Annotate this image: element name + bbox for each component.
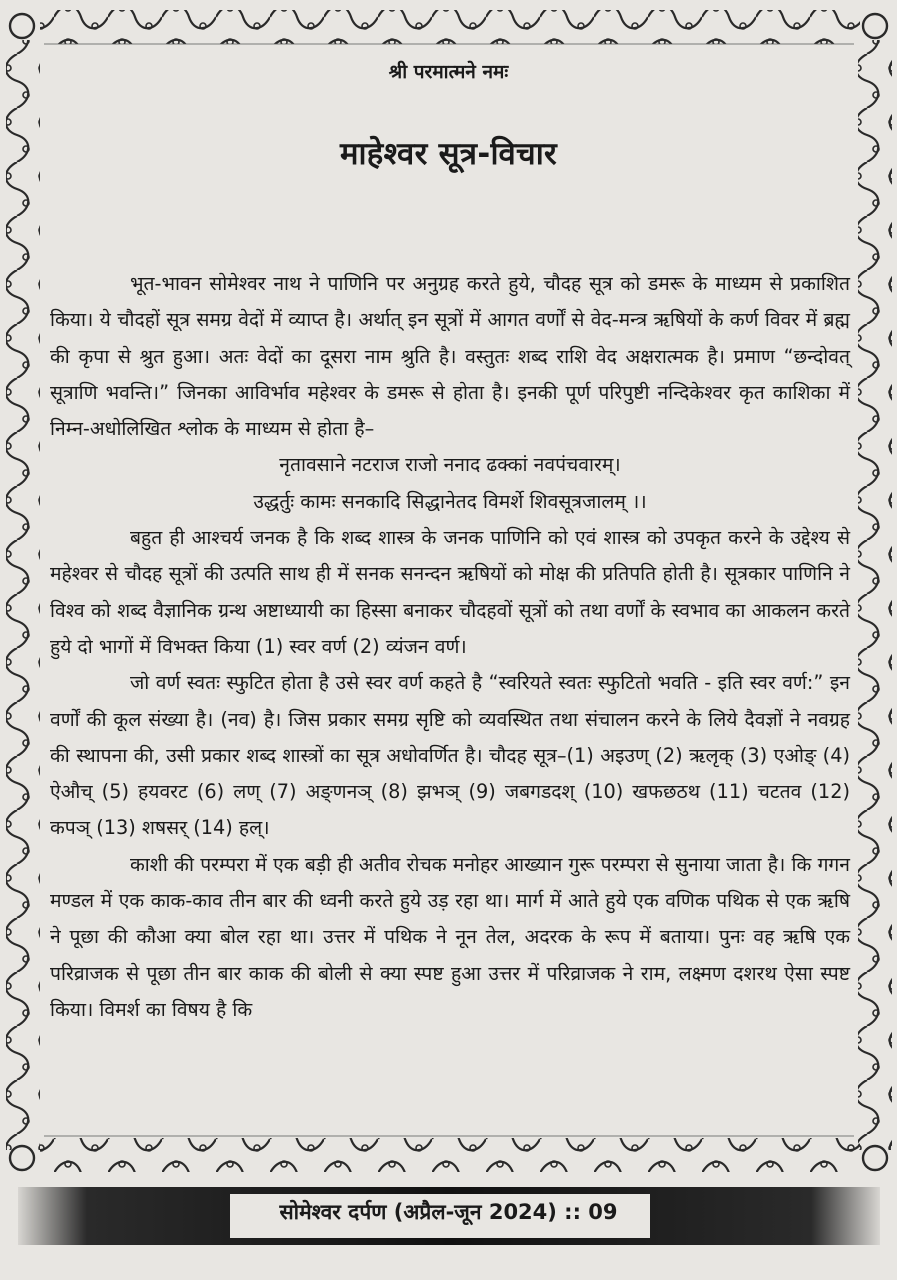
verse-line-2: उद्धर्तुः कामः सनकादि सिद्धानेतद विमर्शे शिवसूत्रजालम् ।। (253, 489, 647, 513)
paragraph-3: जो वर्ण स्वतः स्फुटित होता है उसे स्वर वर्ण कहते है “स्वरियते स्वतः स्फुटितो भवति - इति स्वर वर्ण:” इन वर्णों की कूल संख्या है। (नव) है। जिस प्रकार समग्र सृष्टि को व्यवस्थित तथा संचालन करने के लिये दैवज्ञों ने नवग्रह की स्थापना की, उसी प्रकार शब्द शास्त्रों का सूत्र अधोवर्णित है। चौदह सूत्र–(1) अइउण् (2) ऋलृक् (3) एओङ् (4) ऐऔच् (5) हयवरट (6) लण् (7) अङ्णनञ् (8) झभञ् (9) जबगडदश् (10) खफछठथ (11) चटतव (12) कपञ् (13) शषसर् (14) हल्। (50, 671, 850, 840)
article-body (50, 266, 850, 1028)
paragraph-1: भूत-भावन सोमेश्वर नाथ ने पाणिनि पर अनुग्रह करते हुये, चौदह सूत्र को डमरू के माध्यम से प्रकाशित किया। ये चौदहों सूत्र समग्र वेदों में व्याप्त है। अर्थात् इन सूत्रों में आगत वर्णों से वेद-मन्त्र ऋषियों के कर्ण विवर में ब्रह्म की कृपा से श्रुत हुआ। अतः वेदों का दूसरा नाम श्रुति है। वस्तुतः शब्द राशि वेद अक्षरात्मक है। प्रमाण “छन्दोवत् सूत्राणि भवन्ति।” जिनका आविर्भाव महेश्वर के डमरू से होता है। इनकी पूर्ण परिपुष्टी नन्दिकेश्वर कृत काशिका में निम्न-अधोलिखित श्लोक के माध्यम से होता है– (50, 272, 850, 441)
invocation-header: श्री परमात्मने नमः (388, 61, 509, 83)
verse-line-1: नृतावसाने नटराज राजो ननाद ढक्कां नवपंचवारम्। (279, 453, 621, 477)
paragraph-2: बहुत ही आश्चर्य जनक है कि शब्द शास्त्र के जनक पाणिनि को एवं शास्त्र को उपकृत करने के उद्देश्य से महेश्वर से चौदह सूत्रों की उत्पति साथ ही में सनक सनन्दन ऋषियों को मोक्ष की प्रतिपति होती है। सूत्रकार पाणिनि ने विश्व को शब्द वैज्ञानिक ग्रन्थ अष्टाध्यायी का हिस्सा बनाकर चौदहवों सूत्रों को तथा वर्णों के स्वभाव का आकलन करते हुये दो भागों में विभक्त किया (1) स्वर वर्ण (2) व्यंजन वर्ण। (50, 526, 850, 658)
paragraph-4: काशी की परम्परा में एक बड़ी ही अतीव रोचक मनोहर आख्यान गुरू परम्परा से सुनाया जाता है। कि गगन मण्डल में एक काक-काव तीन बार की ध्वनी करते हुये उड़ रहा था। मार्ग में आते हुये एक वणिक पथिक से एक ऋषि ने पूछा की कौआ क्या बोल रहा था। उत्तर में पथिक ने नून तेल, अदरक के रूप में बताया। पुनः वह ऋषि एक परिव्राजक से पूछा तीन बार काक की बोली से क्या स्पष्ट हुआ उत्तर में परिव्राजक ने राम, लक्ष्मण दशरथ ऐसा स्पष्ट किया। विमर्श का विषय है कि (50, 852, 850, 1021)
footer-text: सोमेश्वर दर्पण (अप्रैल-जून 2024) :: 09 (279, 1200, 618, 1224)
page-title: माहेश्वर सूत्र-विचार (339, 136, 558, 172)
